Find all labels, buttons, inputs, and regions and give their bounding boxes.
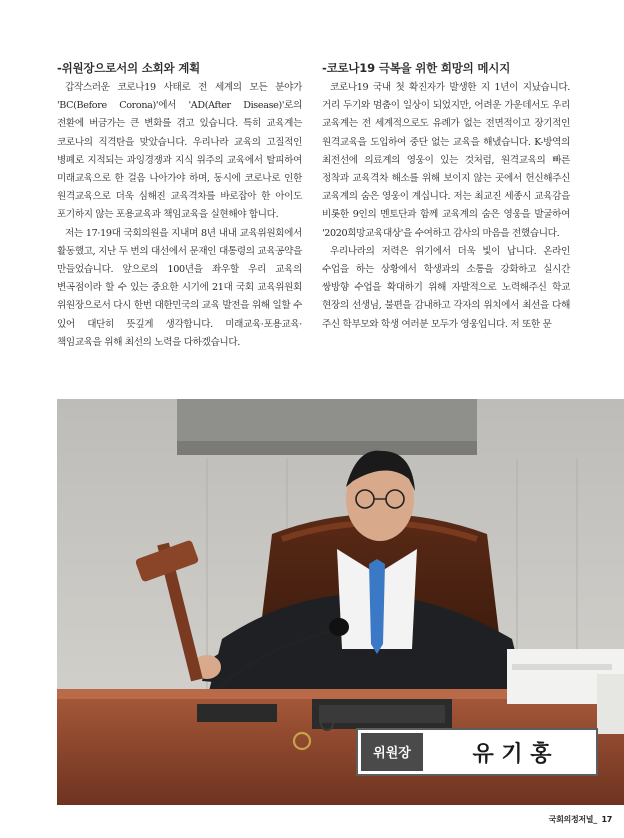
page-number: 17 bbox=[601, 815, 612, 824]
paragraph: 저는 17·19대 국회의원을 지내며 8년 내내 교육위원회에서 활동했고, 지난 두 번의 대선에서 문재인 대통령의 교육공약을 만들었습니다. 앞으로의 100년을 좌우할 우리 교육의 변곡점이라 할 수 있는 중요한 시기에 21대 국회 교육위원회 위원장으로서 다시 한번 대한민국의 교육 발전을 위해 일할 수 있어 대단히 뜻깊게 생각합니다. 미래교육·포용교육·책임교육을 위해 최선의 노력을 다하겠습니다. bbox=[57, 227, 302, 348]
page-footer bbox=[549, 814, 612, 825]
paragraph: 코로나19 국내 첫 확진자가 발생한 지 1년이 지났습니다. 거리 두기와 멈춤이 일상이 되었지만, 어려운 가운데서도 우리 교육계는 전 세계적으로도 유례가 없는 전면적이고 장기적인 원격교육을 도입하여 중단 없는 교육을 해냈습니다. K-방역의 최전선에 의료계의 영웅이 있는 것처럼, 원격교육의 빠른 정착과 교육격차 해소를 위해 보이지 않는 곳에서 헌신해주신 교육계의 숨은 영웅이 계십니다. 저는 최교진 세종시 교육감을 비롯한 9인의 멘토단과 함께 교육계의 숨은 영웅을 발굴하여 '2020희망교육대상'을 수여하고 감사의 마음을 전했습니다. bbox=[322, 82, 570, 239]
footer-separator: _ bbox=[593, 815, 597, 824]
section-heading-right: -코로나19 극복을 위한 희망의 메시지 bbox=[322, 61, 511, 75]
right-column bbox=[322, 60, 570, 334]
chairman-photo bbox=[57, 399, 624, 805]
nameplate-title: 위원장 bbox=[373, 746, 411, 761]
paragraph: 우리나라의 저력은 위기에서 더욱 빛이 납니다. 온라인 수업을 하는 상황에서 학생과의 소통을 강화하고 실시간 쌍방향 수업을 확대하기 위해 자발적으로 노력해주신 학교 현장의 선생님, 불편을 감내하고 각자의 위치에서 최선을 다해 주신 학부모와 학생 여러분 모두가 영웅입니다. 저 또한 문 bbox=[322, 245, 570, 330]
section-heading-left: -위원장으로서의 소회와 계획 bbox=[57, 61, 201, 75]
publication-name: 국회의정저널 bbox=[548, 815, 594, 824]
nameplate-name: 유 기 홍 bbox=[472, 742, 552, 767]
photo-illustration bbox=[57, 399, 624, 805]
left-column bbox=[57, 60, 302, 352]
paragraph: 갑작스러운 코로나19 사태로 전 세계의 모든 분야가 'BC(Before Corona)'에서 'AD(After Disease)'로의 전환에 버금가는 큰 변화를 겪고 있습니다. 특히 교육계는 코로나의 직격탄을 맞았습니다. 우리나라 교육의 고질적인 병폐로 지적되는 과잉경쟁과 지식 위주의 교육에서 탈피하여 미래교육으로 한 걸음 나아가야 하며, 동시에 코로나로 인한 원격교육으로 더욱 심해진 교육격차를 바로잡아 한 아이도 포기하지 않는 포용교육과 책임교육을 실현해야 합니다. bbox=[57, 82, 302, 221]
